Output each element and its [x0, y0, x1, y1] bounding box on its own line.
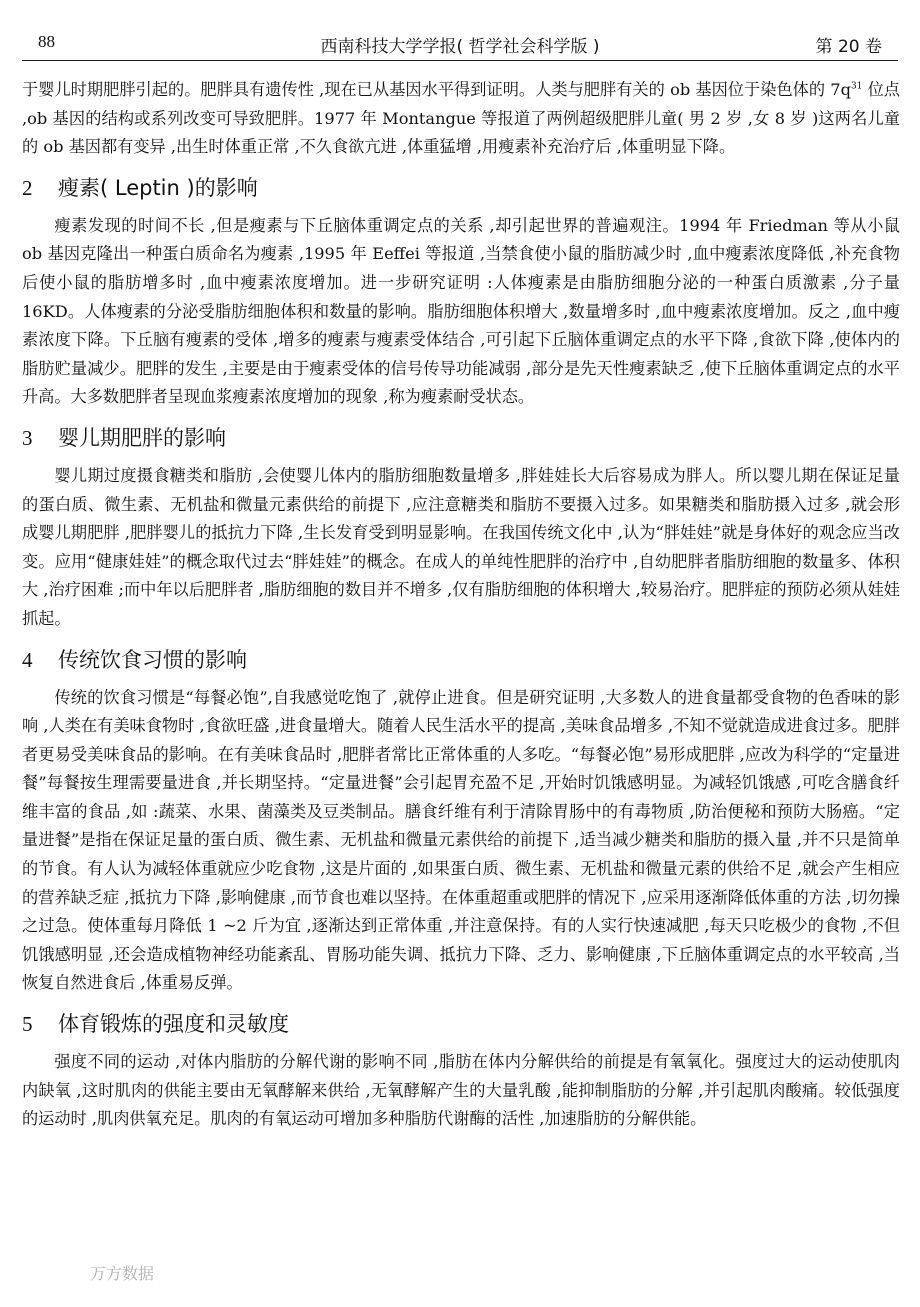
section-heading-5 [22, 1007, 900, 1041]
section-number: 3 [22, 425, 33, 450]
section-title: 婴儿期肥胖的影响 [58, 425, 226, 450]
intro-paragraph [22, 76, 900, 162]
volume-label: 第 20 卷 [815, 37, 882, 57]
section-number: 2 [22, 175, 33, 200]
section-5-paragraph: 强度不同的运动 ,对体内脂肪的分解代谢的影响不同 ,脂肪在体内分解供给的前提是有氧氧化。强度过大的运动使肌肉内缺氧 ,这时肌肉的供能主要由无氧酵解来供给 ,无氧酵解产生的大量乳酸 ,能抑制脂肪的分解 ,并引起肌肉酸痛。较低强度的运动时 ,肌肉供氧充足。肌肉的有氧运动可增加多种脂肪代谢酶的活性 ,加速脂肪的分解供能。 [22, 1052, 900, 1129]
page-header [22, 30, 898, 61]
page-number: 88 [38, 32, 55, 51]
article-body [22, 76, 900, 1134]
section-3-paragraph: 婴儿期过度摄食糖类和脂肪 ,会使婴儿体内的脂肪细胞数量增多 ,胖娃娃长大后容易成为胖人。所以婴儿期在保证足量的蛋白质、微生素、无机盐和微量元素供给的前提下 ,应注意糖类和脂肪不要摄入过多。如果糖类和脂肪摄入过多 ,就会形成婴儿期肥胖 ,肥胖婴儿的抵抗力下降 ,生长发育受到明显影响。在我国传统文化中 ,认为“胖娃娃”就是身体好的观念应当改变。应用“健康娃娃”的概念取代过去“胖娃娃”的概念。在成人的单纯性肥胖的治疗中 ,自幼肥胖者脂肪细胞的数量多、体积大 ,治疗困难 ;而中年以后肥胖者 ,脂肪细胞的数目并不增多 ,仅有脂肪细胞的体积增大 ,较易治疗。肥胖症的预防必须从娃娃抓起。 [22, 465, 900, 628]
section-2-paragraph: 瘦素发现的时间不长 ,但是瘦素与下丘脑体重调定点的关系 ,却引起世界的普遍观注。1994 年 Friedman 等从小鼠 ob 基因克隆出一种蛋白质命名为瘦素 ,1995 年 Eeffei 等报道 ,当禁食使小鼠的脂肪减少时 ,血中瘦素浓度降低 ,补充食物后使小鼠的脂肪增多时 ,血中瘦素浓度增加。进一步研究证明 :人体瘦素是由脂肪细胞分泌的一种蛋白质激素 ,分子量 16KD。人体瘦素的分泌受脂肪细胞体积和数量的影响。脂肪细胞体积增大 ,数量增多时 ,血中瘦素浓度增加。反之 ,血中瘦素浓度下降。下丘脑有瘦素的受体 ,增多的瘦素与瘦素受体结合 ,可引起下丘脑体重调定点的水平下降 ,食欲下降 ,使体内的脂肪贮量减少。肥胖的发生 ,主要是由于瘦素受体的信号传导功能减弱 ,部分是先天性瘦素缺乏 ,使下丘脑体重调定点的水平升高。大多数肥胖者呈现血浆瘦素浓度增加的现象 ,称为瘦素耐受状态。 [22, 215, 900, 407]
journal-title: 西南科技大学学报( 哲学社会科学版 ) [320, 37, 600, 57]
section-heading-3 [22, 421, 900, 455]
section-heading-4 [22, 643, 900, 677]
section-4-paragraph: 传统的饮食习惯是“每餐必饱”,自我感觉吃饱了 ,就停止进食。但是研究证明 ,大多数人的进食量都受食物的色香味的影响 ,人类在有美味食物时 ,食欲旺盛 ,进食量增大。随着人民生活水平的提高 ,美味食品增多 ,不知不觉就造成进食过多。肥胖者更易受美味食品的影响。在有美味食品时 ,肥胖者常比正常体重的人多吃。“每餐必饱”易形成肥胖 ,应改为科学的“定量进餐”每餐按生理需要量进食 ,并长期坚持。“定量进餐”会引起胃充盈不足 ,开始时饥饿感明显。为减轻饥饿感 ,可吃含膳食纤维丰富的食品 ,如 :蔬菜、水果、菌藻类及豆类制品。膳食纤维有利于清除胃肠中的有毒物质 ,防治便秘和预防大肠癌。“定量进餐”是指在保证足量的蛋白质、微生素、无机盐和微量元素供给的前提下 ,适当减少糖类和脂肪的摄入量 ,并不只是简单的节食。有人认为减轻体重就应少吃食物 ,这是片面的 ,如果蛋白质、微生素、无机盐和微量元素的供给不足 ,就会产生相应的营养缺乏症 ,抵抗力下降 ,影响健康 ,而节食也难以坚持。在体重超重或肥胖的情况下 ,应采用逐渐降低体重的方法 ,切勿操之过急。使体重每月降低 1 ~2 斤为宜 ,逐渐达到正常体重 ,并注意保持。有的人实行快速减肥 ,每天只吃极少的食物 ,不但饥饿感明显 ,还会造成植物神经功能紊乱、胃肠功能失调、抵抗力下降、乏力、影响健康 ,下丘脑体重调定点的水平较高 ,当恢复自然进食后 ,体重易反弹。 [22, 687, 900, 993]
section-heading-2 [22, 171, 900, 205]
section-title: 传统饮食习惯的影响 [58, 647, 247, 672]
watermark: 万方数据 [90, 1264, 155, 1283]
intro-text-b: 位点 ,ob 基因的结构或系列改变可导致肥胖。1977 年 Montangue 等报道了两例超级肥胖儿童( 男 2 岁 ,女 8 岁 )这两名儿童的 ob 基因都有变异 ,出生时体重正常 ,不久食欲亢进 ,体重猛增 ,用瘦素补充治疗后 ,体重明显下降。 [22, 80, 900, 157]
section-number: 4 [22, 647, 33, 672]
section-title: 瘦素( Leptin )的影响 [58, 175, 258, 200]
intro-text-a: 于婴儿时期肥胖引起的。肥胖具有遗传性 ,现在已从基因水平得到证明。人类与肥胖有关的 ob 基因位于染色体的 7q [22, 80, 851, 99]
section-number: 5 [22, 1012, 33, 1037]
intro-superscript: 31 [850, 81, 863, 92]
section-title: 体育锻炼的强度和灵敏度 [58, 1012, 289, 1037]
